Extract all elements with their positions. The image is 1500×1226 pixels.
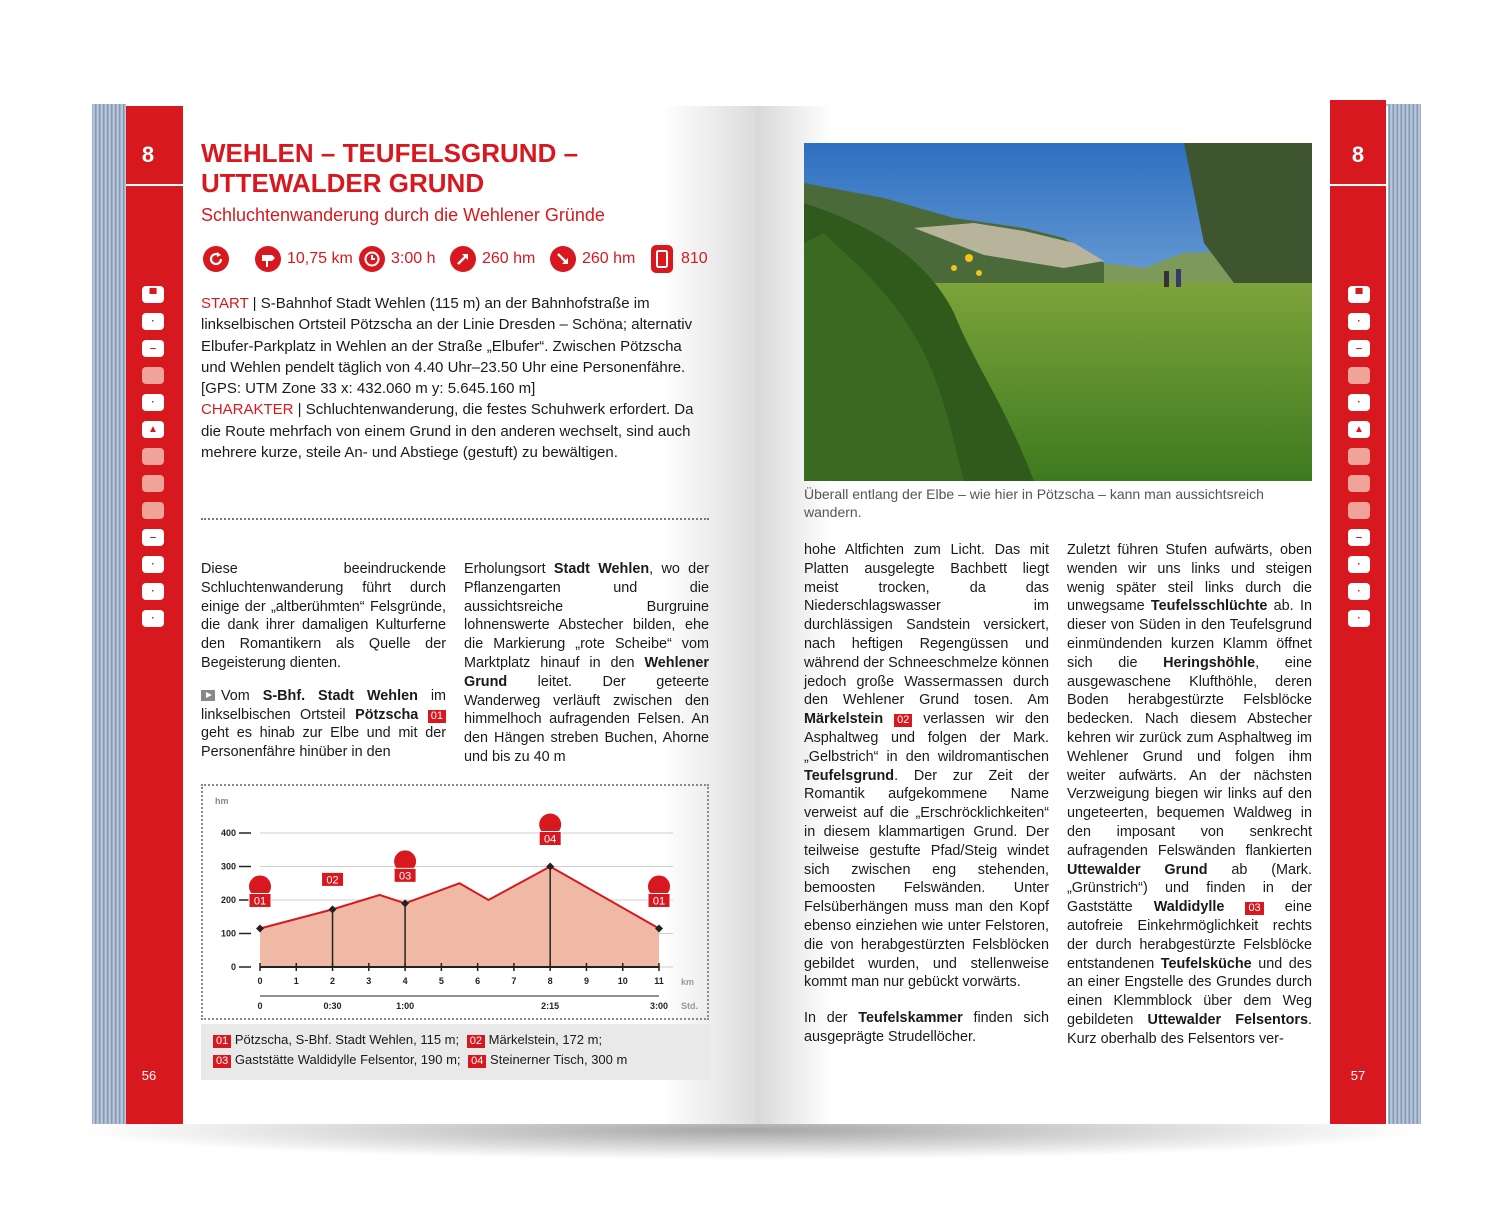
chapter-mark <box>142 475 164 492</box>
text-column-3 <box>804 541 1049 1047</box>
chapter-divider <box>1330 184 1386 186</box>
y-tick-label: 100 <box>220 928 236 939</box>
time-tick-label: 0:30 <box>323 1001 342 1011</box>
gps-text: [GPS: UTM Zone 33 x: 432.060 m y: 5.645.160 m] <box>201 380 536 398</box>
chapter-mark: ▲ <box>142 421 164 438</box>
x-tick-label: 1 <box>293 976 299 986</box>
chapter-mark <box>142 367 164 384</box>
chapter-mark: · <box>142 313 164 330</box>
y-tick-label: 0 <box>230 962 236 972</box>
time-axis-label: Std. <box>681 1001 698 1011</box>
chapter-mark <box>142 502 164 519</box>
chapter-mark <box>1348 448 1370 465</box>
descent-value: 260 hm <box>582 250 636 267</box>
x-tick-label: 2 <box>330 976 336 986</box>
photo-caption: Überall entlang der Elbe – wie hier in Pötzscha – kann man aussichtsreich wandern. <box>804 486 1264 520</box>
legend-badge: 04 <box>468 1055 486 1068</box>
map-icon <box>651 245 673 273</box>
chapter-mark: · <box>142 583 164 600</box>
x-tick-label: 11 <box>654 976 664 986</box>
descent-icon <box>550 246 576 272</box>
paragraph: In der Teufelskammer finden sich ausgeprägte Strudellöcher. <box>804 1010 1049 1045</box>
x-tick-label: 3 <box>366 976 372 986</box>
x-tick-label: 4 <box>402 976 408 986</box>
start-text: | S-Bahnhof Stadt Wehlen (115 m) an der Bahnhofstraße im linkselbischen Ortsteil Pötzscha an der Linie Dresden – Schöna; alternativ Elbufer-Parkplatz in Wehlen an der Straße „Elbufer“. Zwischen Pötzscha und Wehlen pendelt täglich von 4.40 Uhr–23.50 Uhr eine Personenfähre. <box>201 295 693 376</box>
time-tick-label: 2:15 <box>541 1001 560 1011</box>
x-tick-label: 7 <box>511 976 517 986</box>
chapter-mark: · <box>1348 583 1370 600</box>
route-title-line1: WEHLEN – TEUFELSGRUND – <box>201 138 579 168</box>
map-number: 810 <box>681 250 708 267</box>
waypoint-label: 02 <box>326 874 339 887</box>
waypoint-badge: 02 <box>894 714 912 727</box>
x-tick-label: 9 <box>583 976 589 986</box>
waypoint-label: 01 <box>652 895 666 908</box>
stat-loop <box>203 245 229 273</box>
text-column-2: Erholungsort Stadt Wehlen, wo der Pflanzengarten und die aussichtsreiche Burgruine lohnenswerte Abstecher bilden, ehe die Markierung „rote Scheibe“ vom Marktplatz hinauf in den Wehlener Grund leitet. Der geteerte Wanderweg verläuft zwischen den himmelhoch aufragenden Felsen. An den Hängen streben Buchen, Ahorne und bis zu 40 m <box>464 561 709 765</box>
start-label: START <box>201 295 249 312</box>
x-tick-label: 10 <box>617 976 628 986</box>
route-title-line2: UTTEWALDER GRUND <box>201 168 485 198</box>
chapter-mark: ▀ <box>142 286 164 303</box>
x-tick-label: 5 <box>438 976 444 986</box>
page-edges-right <box>1385 104 1421 1124</box>
landscape-photo <box>804 143 1312 481</box>
chapter-mark: ‒ <box>1348 340 1370 357</box>
chapter-number: 8 <box>141 142 155 167</box>
waypoint-label: 03 <box>398 870 412 883</box>
stat-map <box>651 245 708 273</box>
legend-badge: 03 <box>213 1055 231 1068</box>
chapter-divider <box>126 184 183 186</box>
text-column-1 <box>201 560 446 762</box>
duration-value: 3:00 h <box>391 250 436 267</box>
ascent-icon <box>450 246 476 272</box>
intro-paragraph: Diese beeindruckende Schluchtenwanderung führt durch einige der „altberühmten“ Felsgründe, die dank ihrer damaligen Kulturferne den Romantikern als Quelle der Begeisterung dienten. <box>201 561 446 671</box>
chapter-number: 8 <box>1351 142 1365 167</box>
chapter-marks <box>142 286 164 637</box>
waypoint-badge: 03 <box>1245 902 1263 915</box>
stat-descent <box>550 245 635 273</box>
waypoint-label: 04 <box>544 833 557 846</box>
y-axis-label: hm <box>215 796 229 806</box>
x-tick-label: 8 <box>547 976 553 986</box>
page-number-right: 57 <box>1350 1068 1366 1083</box>
text-column-4: Zuletzt führen Stufen aufwärts, oben wenden wir uns links und steigen wenig später steil links durch die unwegsame Teufelsschlüchte ab. In dieser von Süden in den Teufelsgrund einmündenden kurzen Klamm öffnet sich die Heringshöhle, eine ausgewaschene Klufthöhle, deren Boden herabgestürzte Felsblöcke bedecken. Nach diesem Abstecher kehren wir zurück zum Asphaltweg im Wehlener Grund und folgen ihm weiter aufwärts. An der nächsten Verzweigung biegen wir links auf den ungeteerten, bequemen Waldweg in den imposant von senkrecht aufragenden Felswänden flankierten Uttewalder Grund ab (Mark. „Grünstrich“) und finden in der Gaststätte Waldidylle 03 eine autofreie Einkehrmöglichkeit rechts der durch herabgestürzte Felsblöcke entstandenen Teufelsküche und des an einer Engstelle des Grundes durch einen Klemmblock über dem Weg gebildeten Uttewalder Felsentors. Kurz oberhalb des Felsentors ver- <box>1067 542 1313 1047</box>
legend-badge: 01 <box>213 1035 231 1048</box>
chapter-mark: · <box>1348 610 1370 627</box>
charakter-label: CHARAKTER <box>201 401 294 419</box>
waypoint-badge: 01 <box>428 710 446 723</box>
distance-value: 10,75 km <box>287 250 353 267</box>
stat-distance <box>255 245 353 273</box>
ascent-value: 260 hm <box>482 250 536 267</box>
chapter-mark: ‒ <box>142 340 164 357</box>
chapter-mark <box>142 448 164 465</box>
chapter-mark <box>1348 367 1370 384</box>
x-axis-label: km <box>681 977 695 987</box>
route-info <box>201 293 701 463</box>
time-tick-label: 0 <box>257 1001 263 1011</box>
time-tick-label: 1:00 <box>396 1001 415 1011</box>
chapter-mark: · <box>1348 394 1370 411</box>
chapter-mark: · <box>142 394 164 411</box>
stat-ascent <box>450 245 535 273</box>
chapter-marks <box>1348 286 1370 637</box>
right-chapter-band <box>1330 100 1386 1124</box>
route-title <box>201 138 721 198</box>
x-tick-label: 0 <box>257 976 263 986</box>
play-icon <box>201 690 215 701</box>
legend-row: 03 Gaststätte Waldidylle Felsentor, 190 m; 04 Steinerner Tisch, 300 m <box>213 1050 697 1070</box>
x-tick-label: 6 <box>475 976 481 986</box>
route-subtitle: Schluchtenwanderung durch die Wehlener Gründe <box>201 205 605 225</box>
page-number-left: 56 <box>141 1068 157 1083</box>
paragraph: hohe Altfichten zum Licht. Das mit Platten ausgelegte Bachbett liegt meist trocken, da das Niederschlagswasser im durchlässigen Sandstein versickert, nach heftigen Regengüssen und während der Schneeschmelze können jedoch große Wassermassen durch den Wehlener Grund tosen. Am Märkelstein 02 verlassen wir den Asphaltweg und folgen der Mark. „Gelbstrich“ in den wildromantischen Teufelsgrund. Der zur Zeit der Romantik aufgekommene Name verweist auf die „Erschröcklichkeiten“ in diesem klammartigen Grund. Der teilweise gestufte Pfad/Steig windet sich zwischen eng stehenden, bemoosten Felswänden. Unter Felsüberhängen muss man den Kopf ebenso einziehen wie unter Felstoren, die von herabgestürzten Felsblöcken gebildet wurden, und stellenweise kommt man nur gebückt vorwärts. <box>804 542 1050 991</box>
loop-icon <box>203 246 229 272</box>
elevation-profile <box>201 784 709 1020</box>
legend-row: 01 Pötzscha, S-Bhf. Stadt Wehlen, 115 m; 02 Märkelstein, 172 m; <box>213 1030 697 1050</box>
time-tick-label: 3:00 <box>649 1001 669 1011</box>
waypoint-label: 01 <box>253 895 267 908</box>
page-edges-left <box>92 104 126 1124</box>
legend-badge: 02 <box>467 1035 485 1048</box>
chapter-mark: · <box>142 610 164 627</box>
paragraph: Vom S-Bhf. Stadt Wehlen im linkselbischen Ortsteil Pötzscha 01 geht es hinab zur Elbe und mit der Personenfähre hinüber in den <box>201 687 447 761</box>
charakter-text: | Schluchtenwanderung, die festes Schuhwerk erfordert. Da die Route mehrfach von einem Grund in den anderen wechselt, sind auch mehrere kurze, steile An- und Abstiege (gestuft) zu bewältigen. <box>201 401 694 462</box>
elevation-area <box>260 867 659 968</box>
chapter-mark <box>1348 475 1370 492</box>
y-tick-label: 300 <box>220 861 236 872</box>
chapter-mark: · <box>142 556 164 573</box>
y-tick-label: 200 <box>220 895 236 905</box>
chapter-mark: ▀ <box>1348 286 1370 303</box>
chapter-mark: ‒ <box>1348 529 1370 546</box>
clock-icon <box>359 246 385 272</box>
chapter-mark <box>1348 502 1370 519</box>
chapter-mark: · <box>1348 313 1370 330</box>
chapter-mark: · <box>1348 556 1370 573</box>
elevation-chart <box>203 786 707 1018</box>
y-tick-label: 400 <box>220 828 236 838</box>
waypoint-legend <box>201 1024 709 1080</box>
dotted-divider <box>201 518 709 520</box>
left-chapter-band <box>126 106 183 1124</box>
chapter-mark: ‒ <box>142 529 164 546</box>
signpost-icon <box>255 246 281 272</box>
chapter-mark: ▲ <box>1348 421 1370 438</box>
stat-duration <box>359 245 435 273</box>
